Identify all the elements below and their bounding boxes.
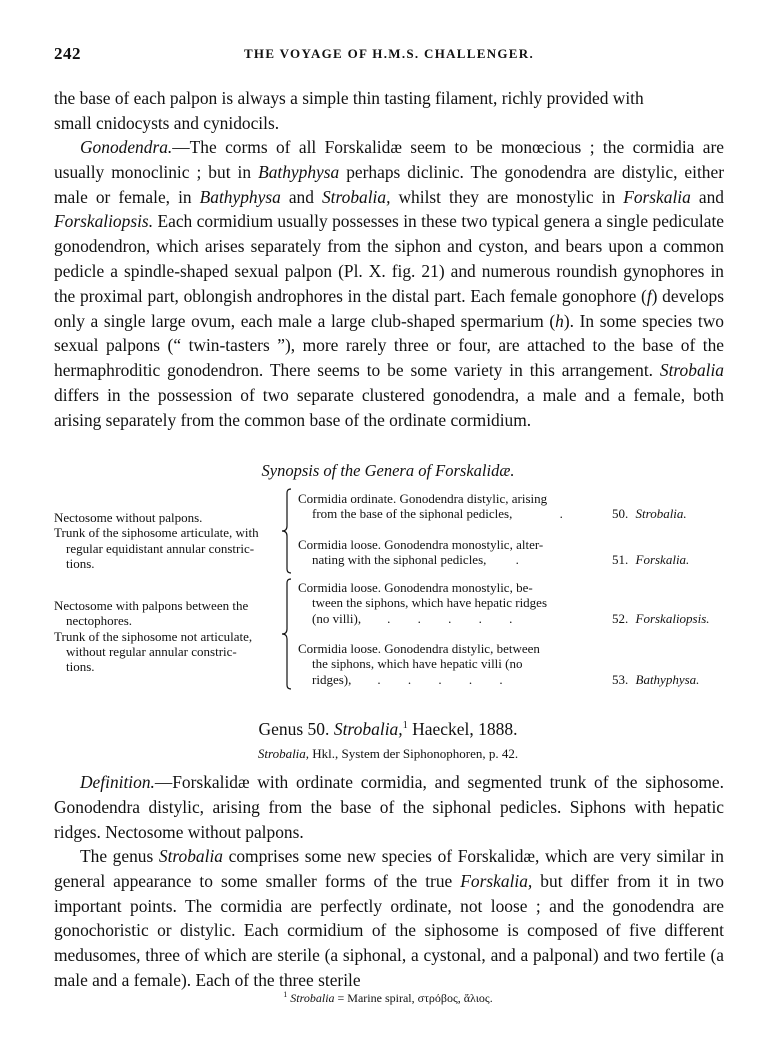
genus-name: Strobalia xyxy=(659,360,724,381)
genus-name: Strobalia, xyxy=(321,186,391,207)
definition-heading: Definition. xyxy=(80,772,155,792)
symbol-f: f xyxy=(646,285,652,306)
option-line: from the base of the siphonal pedicles, xyxy=(312,506,513,522)
leader-dots: . xyxy=(515,552,531,568)
condition-line: tions. xyxy=(66,555,95,571)
body-text: whilst they are monostylic in xyxy=(390,186,624,207)
genus-name: Forskaliopsis. xyxy=(54,211,154,232)
condition-line: Nectosome with palpons between the xyxy=(54,598,249,613)
definition-paragraph xyxy=(54,770,724,844)
strobalia-paragraph xyxy=(54,844,724,993)
genus-name: Forskalia. xyxy=(635,552,690,567)
genus-reference xyxy=(0,746,776,762)
genus-name: Forskaliopsis. xyxy=(635,611,710,626)
genus-prefix: Genus 50. xyxy=(258,719,334,739)
running-title: THE VOYAGE OF H.M.S. CHALLENGER. xyxy=(243,46,535,61)
condition-line: regular equidistant annular constric- xyxy=(66,540,255,556)
genus-name: Strobalia, xyxy=(333,719,403,739)
footnote-marker: 1 xyxy=(283,990,288,999)
body-text: and xyxy=(280,186,322,207)
genus-number: 51. xyxy=(612,552,629,567)
body-text: ) develops only a single large ovum, each male a large club-shaped spermarium ( xyxy=(54,285,724,331)
synopsis-option-forskaliopsis xyxy=(298,580,604,626)
synopsis-group2-condition xyxy=(54,598,280,674)
condition-line: nectophores. xyxy=(66,613,133,629)
condition-line: Trunk of the siphosome articulate, with xyxy=(54,525,259,541)
leader-dots: . . . . . xyxy=(377,671,515,687)
synopsis-genus-52 xyxy=(612,611,742,626)
condition-line: Trunk of the siphosome not articulate, xyxy=(54,628,253,644)
footnote xyxy=(0,990,776,1006)
intro-line: the base of each palpon is always a simple thin tasting filament, richly provided with xyxy=(54,88,644,108)
body-text: The genus xyxy=(80,846,159,866)
intro-line: small cnidocysts and cynidocils. xyxy=(54,112,280,133)
genus-name: Forskalia, xyxy=(460,870,533,891)
option-line: Cormidia ordinate. Gonodendra distylic, arising xyxy=(298,491,548,506)
genus-author: Haeckel, 1888. xyxy=(407,719,518,739)
synopsis-option-strobalia xyxy=(298,491,604,522)
synopsis-genus-53 xyxy=(612,672,742,687)
body-text: —Forskalidæ with ordinate cormidia, and segmented trunk of the siphosome. Gonodendra distylic, arising from the base of the siphonal pedicles. Siphons with hepatic ridges. Nectosome without palpons. xyxy=(54,772,724,842)
footnote-marker: 1 xyxy=(402,720,408,732)
body-text: and xyxy=(690,186,724,207)
option-line: ridges), xyxy=(312,671,352,687)
gonodendra-heading: Gonodendra. xyxy=(80,137,173,157)
body-text: but differ from it in two important points. The cormidia are perfectly ordinate, not loose ; and the gonodendra are gonochoristic or distylic. Each cormidium of the siphosome is composed of five different medusomes, three of which are sterile (a siphonal, a cystonal, and a palponal) and two fertile (a male and a female). Each of the three sterile xyxy=(54,870,724,990)
synopsis-option-forskalia xyxy=(298,537,604,568)
option-line: nating with the siphonal pedicles, xyxy=(312,552,487,568)
option-line: Cormidia loose. Gonodendra monostylic, be- xyxy=(298,580,533,595)
symbol-h: h xyxy=(555,310,564,331)
brace-icon xyxy=(280,488,294,574)
genus-number: 53. xyxy=(612,672,629,687)
condition-line: Nectosome without palpons. xyxy=(54,510,203,525)
body-text: perhaps diclinic. The gonodendra are distylic, either male or female, in xyxy=(54,161,724,207)
gonodendra-paragraph xyxy=(54,135,724,433)
genus-name: Forskalia xyxy=(623,186,691,207)
option-line: tween the siphons, which have hepatic ridges xyxy=(312,595,548,611)
synopsis-option-bathyphysa xyxy=(298,641,604,687)
synopsis-title: Synopsis of the Genera of Forskalidæ. xyxy=(261,461,515,480)
genus-name: Strobalia. xyxy=(635,506,687,521)
option-line: Cormidia loose. Gonodendra monostylic, alter- xyxy=(298,537,544,552)
genus-name: Strobalia xyxy=(290,991,335,1005)
intro-paragraph xyxy=(54,86,724,136)
reference-text: Hkl., System der Siphonophoren, p. 42. xyxy=(309,746,519,761)
genus-name: Strobalia, xyxy=(257,746,310,761)
condition-line: without regular annular constric- xyxy=(66,643,237,659)
body-text: comprises some new species of Forskalidæ, which are very similar in general appearance to some smaller forms of the true xyxy=(54,846,724,891)
synopsis-genus-51 xyxy=(612,552,742,567)
body-text: Each cormidium usually possesses in these two typical genera a single pediculate gonodendron, which arises separately from the siphon and cyston, and bears upon a common pedicle a spindle-shaped sexual palpon (Pl. X. fig. 21) and numerous roundish gynophores in the proximal part, oblongish androphores in the distal part. Each female gonophore ( xyxy=(54,211,724,306)
genus-heading xyxy=(0,719,776,740)
option-line: Cormidia loose. Gonodendra distylic, between xyxy=(298,641,540,656)
genus-name: Strobalia xyxy=(158,846,223,866)
brace-icon xyxy=(280,578,294,690)
condition-line: tions. xyxy=(66,659,95,675)
genus-number: 50. xyxy=(612,506,629,521)
leader-dots: . xyxy=(559,506,575,522)
leader-dots: . . . . . xyxy=(387,610,525,626)
footnote-text: = Marine spiral, στρόβος, ἅλιος. xyxy=(334,991,493,1005)
synopsis-group1-condition xyxy=(54,510,280,571)
body-text: differs in the possession of two separate clustered gonodendra, a male and a female, both arising separately from the common base of the ordinate cormidium. xyxy=(54,384,724,430)
synopsis-genus-50 xyxy=(612,506,742,521)
page-number: 242 xyxy=(54,44,81,63)
body-text: ). In some species two sexual palpons (“ twin-tasters ”), more rarely three or four, are attached to the base of the hermaphroditic gonodendron. There seems to be some variety in this arrangement. xyxy=(54,310,725,381)
page-header xyxy=(54,44,724,68)
option-line: the siphons, which have hepatic villi (no xyxy=(312,656,523,672)
genus-name: Bathyphysa xyxy=(199,186,281,207)
option-line: (no villi), xyxy=(312,610,362,626)
genus-number: 52. xyxy=(612,611,629,626)
genus-name: Bathyphysa xyxy=(258,161,340,182)
genus-name: Bathyphysa. xyxy=(635,672,700,687)
body-text: —The corms of all Forskalidæ seem to be monœcious ; the cormidia are usually monoclinic ; but in xyxy=(54,137,724,182)
